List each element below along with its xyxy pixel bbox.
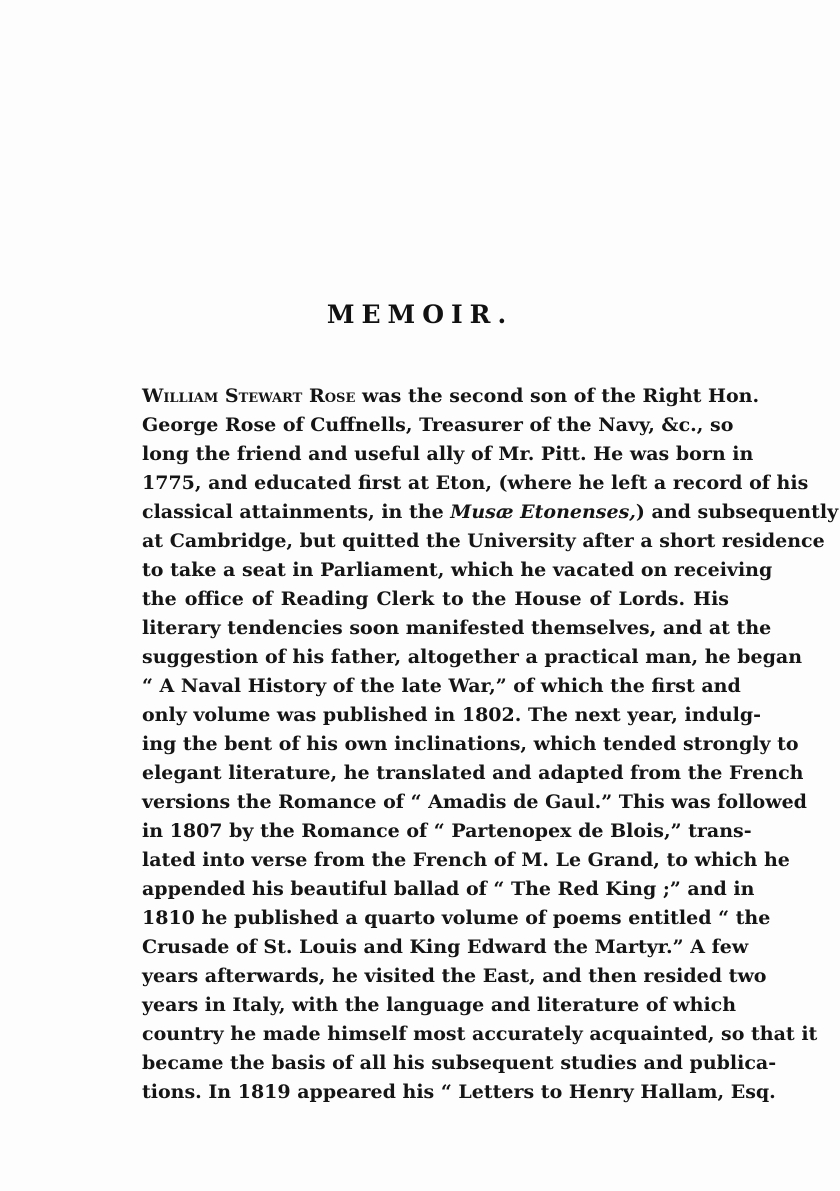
text-line-5 <box>142 498 839 527</box>
author-name-second: Stewart <box>224 385 303 407</box>
author-name-third: Rose <box>308 385 356 407</box>
text-line-20: Crusade of St. Louis and King Edward the Martyr.” A few <box>142 936 749 958</box>
text-line-18: appended his beautiful ballad of “ The Red King ;” and in <box>142 878 755 900</box>
italic-title: Musæ Etonenses, <box>450 501 636 523</box>
text-line-24: became the basis of all his subsequent studies and publica- <box>142 1052 777 1074</box>
text-line-23: country he made himself most accurately acquainted, so that it <box>142 1023 818 1045</box>
text-line-9: literary tendencies soon manifested themselves, and at the <box>142 617 772 639</box>
text-line-10: suggestion of his father, altogether a practical man, he began <box>142 646 803 668</box>
text-line-12: only volume was published in 1802. The next year, indulg- <box>142 704 762 726</box>
text-line-13: ing the bent of his own inclinations, which tended strongly to <box>142 733 799 755</box>
line-1-text: was the second son of the Right Hon. <box>361 385 760 407</box>
line-5-pre: classical attainments, in the <box>142 501 444 523</box>
text-line-15: versions the Romance of “ Amadis de Gaul.” This was followed <box>142 791 807 813</box>
text-line-25: tions. In 1819 appeared his “ Letters to Henry Hallam, Esq. <box>142 1081 776 1103</box>
text-line-1 <box>142 382 760 411</box>
author-name-first: William <box>142 385 219 407</box>
text-line-3: long the friend and useful ally of Mr. Pitt. He was born in <box>142 443 754 465</box>
text-line-6: at Cambridge, but quitted the University after a short residence <box>142 530 825 552</box>
text-line-11: “ A Naval History of the late War,” of which the first and <box>142 675 741 697</box>
text-line-22: years in Italy, with the language and literature of which <box>142 994 737 1016</box>
text-line-8: the office of Reading Clerk to the House of Lords. His <box>142 588 729 610</box>
text-line-14: elegant literature, he translated and adapted from the French <box>142 762 804 784</box>
text-line-17: lated into verse from the French of M. Le Grand, to which he <box>142 849 790 871</box>
line-5-post: ) and subsequently <box>635 501 839 523</box>
memoir-body <box>142 382 839 1107</box>
text-line-19: 1810 he published a quarto volume of poems entitled “ the <box>142 907 771 929</box>
text-line-4: 1775, and educated first at Eton, (where he left a record of his <box>142 472 809 494</box>
text-line-7: to take a seat in Parliament, which he vacated on receiving <box>142 559 773 581</box>
text-line-16: in 1807 by the Romance of “ Partenopex de Blois,” trans- <box>142 820 752 842</box>
text-line-21: years afterwards, he visited the East, and then resided two <box>142 965 767 987</box>
page-title: MEMOIR. <box>326 300 514 329</box>
text-line-2: George Rose of Cuffnells, Treasurer of the Navy, &c., so <box>142 414 734 436</box>
